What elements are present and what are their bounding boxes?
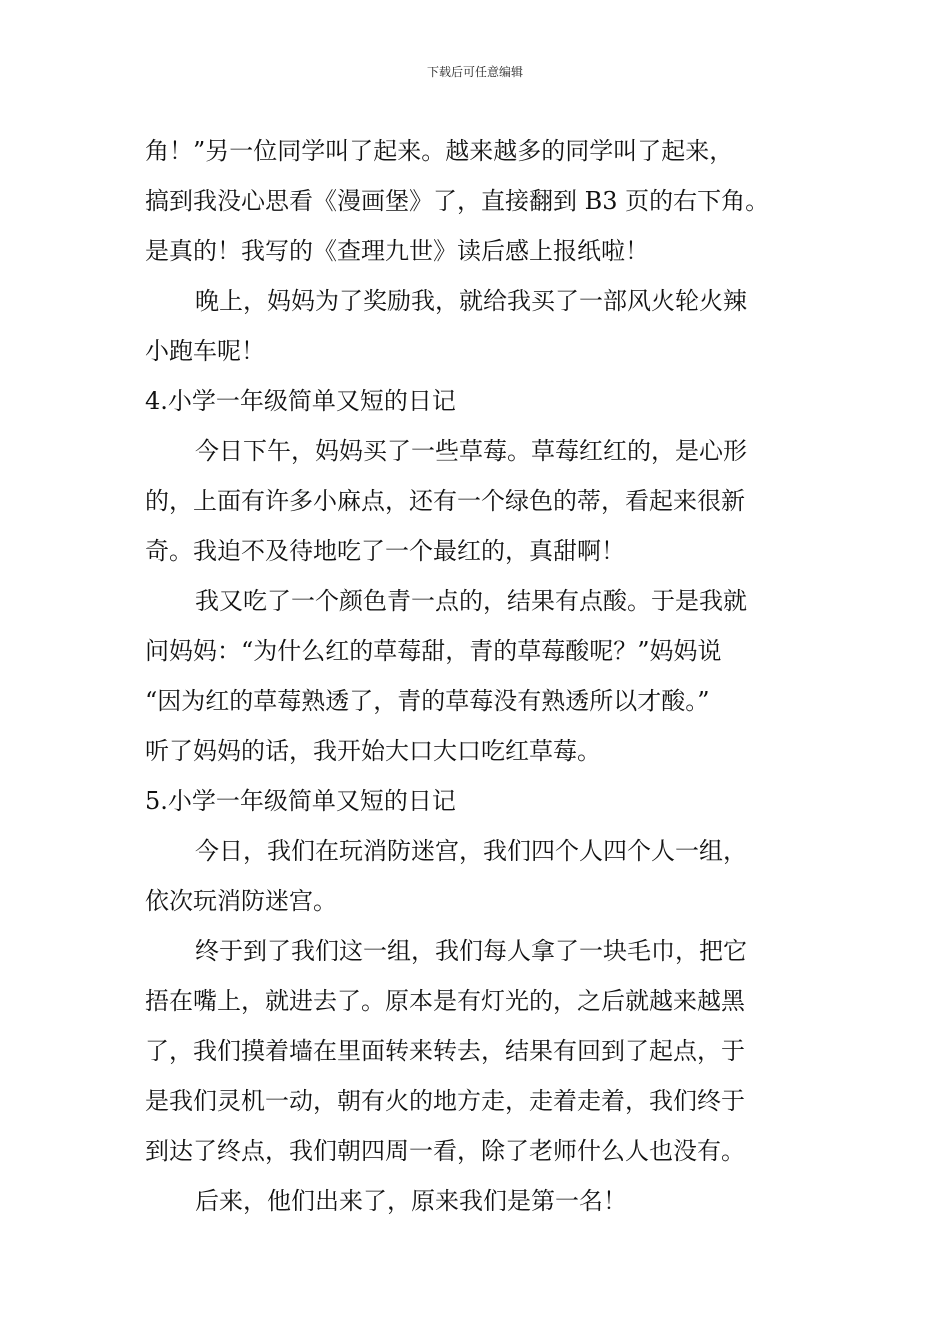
text-line: 角！”另一位同学叫了起来。越来越多的同学叫了起来，	[145, 137, 734, 165]
document-body	[145, 126, 810, 1226]
text-line: “因为红的草莓熟透了，青的草莓没有熟透所以才酸。”	[145, 687, 710, 715]
paragraph-first-line: 后来，他们出来了，原来我们是第一名！	[195, 1187, 627, 1215]
text-line: 听了妈妈的话，我开始大口大口吃红草莓。	[145, 737, 601, 765]
text-line: 到达了终点，我们朝四周一看，除了老师什么人也没有。	[145, 1137, 745, 1165]
page-header-note: 下载后可任意编辑	[426, 65, 523, 79]
text-line: 是我们灵机一动，朝有火的地方走，走着走着，我们终于	[145, 1087, 745, 1115]
text-line: 依次玩消防迷宫。	[145, 887, 337, 915]
paragraph-first-line: 今日下午，妈妈买了一些草莓。草莓红红的，是心形	[195, 437, 747, 465]
section-heading: 5.小学一年级简单又短的日记	[145, 787, 456, 815]
text-line: 奇。我迫不及待地吃了一个最红的，真甜啊！	[145, 537, 625, 565]
text-line: 捂在嘴上，就进去了。原本是有灯光的，之后就越来越黑	[145, 987, 745, 1015]
text-line: 了，我们摸着墙在里面转来转去，结果有回到了起点，于	[145, 1037, 745, 1065]
section-heading: 4.小学一年级简单又短的日记	[145, 387, 456, 415]
paragraph-first-line: 终于到了我们这一组，我们每人拿了一块毛巾，把它	[195, 937, 747, 965]
text-line: 小跑车呢！	[145, 337, 265, 365]
paragraph-first-line: 晚上，妈妈为了奖励我，就给我买了一部风火轮火辣	[195, 287, 747, 315]
paragraph-first-line: 我又吃了一个颜色青一点的，结果有点酸。于是我就	[195, 587, 747, 615]
text-line: 的，上面有许多小麻点，还有一个绿色的蒂，看起来很新	[145, 487, 745, 515]
text-line: 是真的！我写的《查理九世》读后感上报纸啦！	[145, 237, 649, 265]
text-line: 搞到我没心思看《漫画堡》了，直接翻到 B3 页的右下角。	[145, 187, 770, 215]
paragraph-first-line: 今日，我们在玩消防迷宫，我们四个人四个人一组，	[195, 837, 747, 865]
text-line: 问妈妈：“为什么红的草莓甜，青的草莓酸呢？”妈妈说	[145, 637, 722, 665]
